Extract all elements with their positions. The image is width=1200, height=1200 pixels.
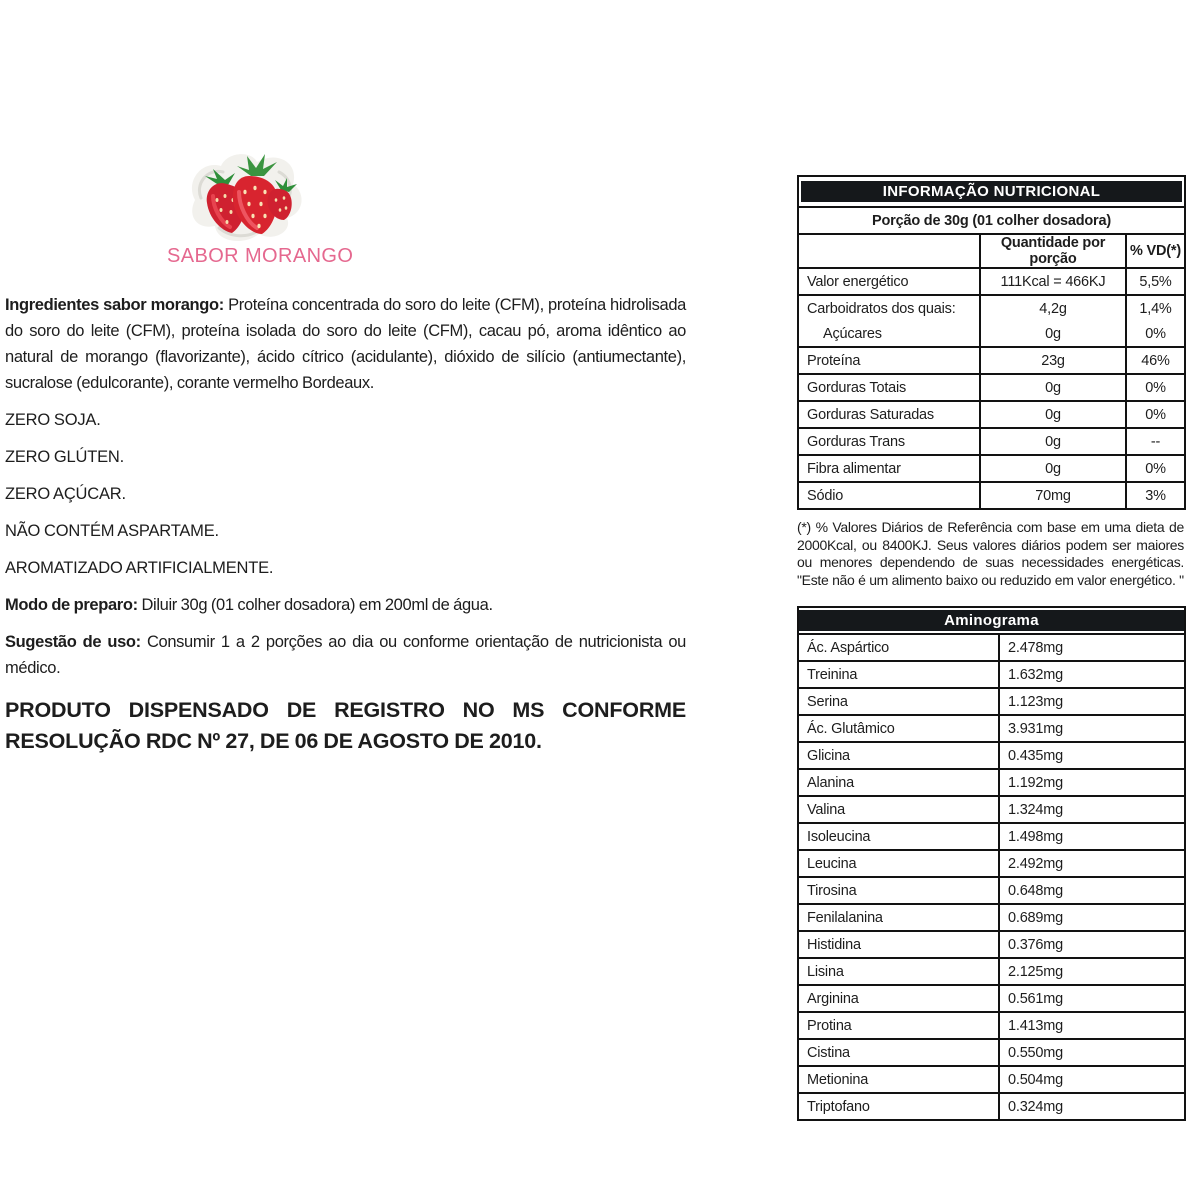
nutrient-qty: 70mg xyxy=(980,482,1126,509)
amino-value: 1.413mg xyxy=(999,1012,1185,1039)
nutrient-name: Gorduras Saturadas xyxy=(798,401,980,428)
nutrient-vd: 3% xyxy=(1126,482,1185,509)
table-row xyxy=(798,985,1185,1012)
nutrient-qty: 23g xyxy=(980,347,1126,374)
col-header-vd: % VD(*) xyxy=(1126,234,1185,268)
nutrient-name: Fibra alimentar xyxy=(798,455,980,482)
amino-value: 2.125mg xyxy=(999,958,1185,985)
table-row xyxy=(798,1066,1185,1093)
nutrient-qty: 0g xyxy=(980,401,1126,428)
table-row xyxy=(798,295,1185,321)
amino-value: 0.376mg xyxy=(999,931,1185,958)
aminogram-table xyxy=(797,606,1186,1121)
nutrient-vd: 5,5% xyxy=(1126,268,1185,295)
amino-value: 2.478mg xyxy=(999,634,1185,661)
nutrition-title-row xyxy=(798,176,1185,207)
col-header-quantity: Quantidade por porção xyxy=(980,234,1126,268)
table-row xyxy=(798,904,1185,931)
amino-name: Alanina xyxy=(798,769,999,796)
daily-values-footnote: (*) % Valores Diários de Referência com base em uma dieta de 2000Kcal, ou 8400KJ. Seus valores diários podem ser maiores ou menores dependendo de suas necessidades energéticas. "Este não é um alimento baixo ou reduzido em valor energético. " xyxy=(797,519,1184,588)
nutrient-qty: 0g xyxy=(980,428,1126,455)
nutrient-vd: 0% xyxy=(1126,455,1185,482)
amino-value: 1.123mg xyxy=(999,688,1185,715)
amino-value: 0.435mg xyxy=(999,742,1185,769)
amino-name: Lisina xyxy=(798,958,999,985)
nutrient-qty: 111Kcal = 466KJ xyxy=(980,268,1126,295)
amino-name: Tirosina xyxy=(798,877,999,904)
registro-statement: PRODUTO DISPENSADO DE REGISTRO NO MS CONFORME RESOLUÇÃO RDC Nº 27, DE 06 DE AGOSTO DE 2010. xyxy=(5,698,686,753)
amino-value: 0.550mg xyxy=(999,1039,1185,1066)
aminogram-title-row xyxy=(798,607,1185,634)
flavor-title: SABOR MORANGO xyxy=(167,245,354,267)
nutrient-name: Açúcares xyxy=(798,321,980,347)
amino-name: Cistina xyxy=(798,1039,999,1066)
table-row xyxy=(798,661,1185,688)
amino-value: 0.324mg xyxy=(999,1093,1185,1120)
nutrient-vd: 0% xyxy=(1126,401,1185,428)
claim-zero-soja: ZERO SOJA. xyxy=(5,411,101,429)
amino-name: Triptofano xyxy=(798,1093,999,1120)
nutrient-name: Sódio xyxy=(798,482,980,509)
nutrient-vd: 46% xyxy=(1126,347,1185,374)
sugestao-label: Sugestão de uso: xyxy=(5,633,141,651)
table-row xyxy=(798,769,1185,796)
preparo-label: Modo de preparo: xyxy=(5,596,138,614)
amino-name: Isoleucina xyxy=(798,823,999,850)
nutrient-qty: 4,2g xyxy=(980,295,1126,321)
amino-value: 0.689mg xyxy=(999,904,1185,931)
strawberry-milk-image xyxy=(183,148,313,246)
right-column xyxy=(797,175,1184,1121)
nutrient-vd: 1,4% xyxy=(1126,295,1185,321)
table-row xyxy=(798,482,1185,509)
nutrient-vd: 0% xyxy=(1126,374,1185,401)
amino-value: 0.648mg xyxy=(999,877,1185,904)
table-row xyxy=(798,1039,1185,1066)
amino-name: Treinina xyxy=(798,661,999,688)
sugestao-text: Consumir 1 a 2 porções ao dia ou conforme orientação de nutricionista ou médico. xyxy=(5,633,687,677)
amino-value: 1.324mg xyxy=(999,796,1185,823)
amino-value: 0.504mg xyxy=(999,1066,1185,1093)
left-column xyxy=(5,292,686,768)
table-row xyxy=(798,688,1185,715)
amino-value: 0.561mg xyxy=(999,985,1185,1012)
strawberry-milk-illustration xyxy=(183,148,313,246)
nutrient-name: Carboidratos dos quais: xyxy=(798,295,980,321)
amino-name: Leucina xyxy=(798,850,999,877)
table-row xyxy=(798,347,1185,374)
nutrient-name: Gorduras Trans xyxy=(798,428,980,455)
claim-zero-acucar: ZERO AÇÚCAR. xyxy=(5,485,126,503)
column-header-row xyxy=(798,234,1185,268)
amino-name: Ác. Aspártico xyxy=(798,634,999,661)
table-row xyxy=(798,428,1185,455)
nutrient-name: Valor energético xyxy=(798,268,980,295)
claim-zero-gluten: ZERO GLÚTEN. xyxy=(5,448,125,466)
amino-name: Histidina xyxy=(798,931,999,958)
ingredients-paragraph xyxy=(5,292,686,396)
table-row xyxy=(798,1012,1185,1039)
preparo-paragraph xyxy=(5,592,686,618)
nutrient-vd: -- xyxy=(1126,428,1185,455)
preparo-text: Diluir 30g (01 colher dosadora) em 200ml de água. xyxy=(137,596,493,614)
nutrient-qty: 0g xyxy=(980,455,1126,482)
ingredients-label: Ingredientes sabor morango: xyxy=(5,296,224,314)
amino-name: Fenilalanina xyxy=(798,904,999,931)
amino-name: Glicina xyxy=(798,742,999,769)
table-row xyxy=(798,401,1185,428)
amino-value: 1.632mg xyxy=(999,661,1185,688)
amino-name: Ác. Glutâmico xyxy=(798,715,999,742)
nutrient-name: Gorduras Totais xyxy=(798,374,980,401)
amino-name: Protina xyxy=(798,1012,999,1039)
portion-row xyxy=(798,207,1185,234)
table-row xyxy=(798,321,1185,347)
amino-value: 2.492mg xyxy=(999,850,1185,877)
table-row xyxy=(798,850,1185,877)
table-row xyxy=(798,374,1185,401)
table-row xyxy=(798,796,1185,823)
aminogram-title: Aminograma xyxy=(799,610,1184,631)
table-row xyxy=(798,877,1185,904)
table-row xyxy=(798,268,1185,295)
sugestao-paragraph xyxy=(5,629,686,681)
amino-name: Metionina xyxy=(798,1066,999,1093)
claim-sem-aspartame: NÃO CONTÉM ASPARTAME. xyxy=(5,522,219,540)
nutrient-qty: 0g xyxy=(980,321,1126,347)
amino-value: 1.498mg xyxy=(999,823,1185,850)
nutrition-table xyxy=(797,175,1186,510)
col-header-empty xyxy=(798,234,980,268)
amino-name: Serina xyxy=(798,688,999,715)
ingredients-text: Proteína concentrada do soro do leite (CFM), proteína hidrolisada do soro do leite (CFM), proteína isolada do soro do leite (CFM), cacau pó, aroma idêntico ao natural de morango (flavorizante), ácido cítrico (acidulante), dióxido de silício (antiumectante), sucralose (edulcorante), corante vermelho Bordeaux. xyxy=(5,296,686,392)
nutrient-qty: 0g xyxy=(980,374,1126,401)
nutrient-vd: 0% xyxy=(1126,321,1185,347)
amino-value: 3.931mg xyxy=(999,715,1185,742)
portion-text: Porção de 30g (01 colher dosadora) xyxy=(798,207,1185,234)
table-row xyxy=(798,455,1185,482)
table-row xyxy=(798,931,1185,958)
amino-name: Valina xyxy=(798,796,999,823)
amino-name: Arginina xyxy=(798,985,999,1012)
table-row xyxy=(798,742,1185,769)
nutrient-name: Proteína xyxy=(798,347,980,374)
table-row xyxy=(798,715,1185,742)
amino-value: 1.192mg xyxy=(999,769,1185,796)
table-row xyxy=(798,823,1185,850)
table-row xyxy=(798,1093,1185,1120)
table-row xyxy=(798,634,1185,661)
claim-aromatizado: AROMATIZADO ARTIFICIALMENTE. xyxy=(5,559,274,577)
table-row xyxy=(798,958,1185,985)
nutrition-table-title: INFORMAÇÃO NUTRICIONAL xyxy=(801,181,1182,202)
